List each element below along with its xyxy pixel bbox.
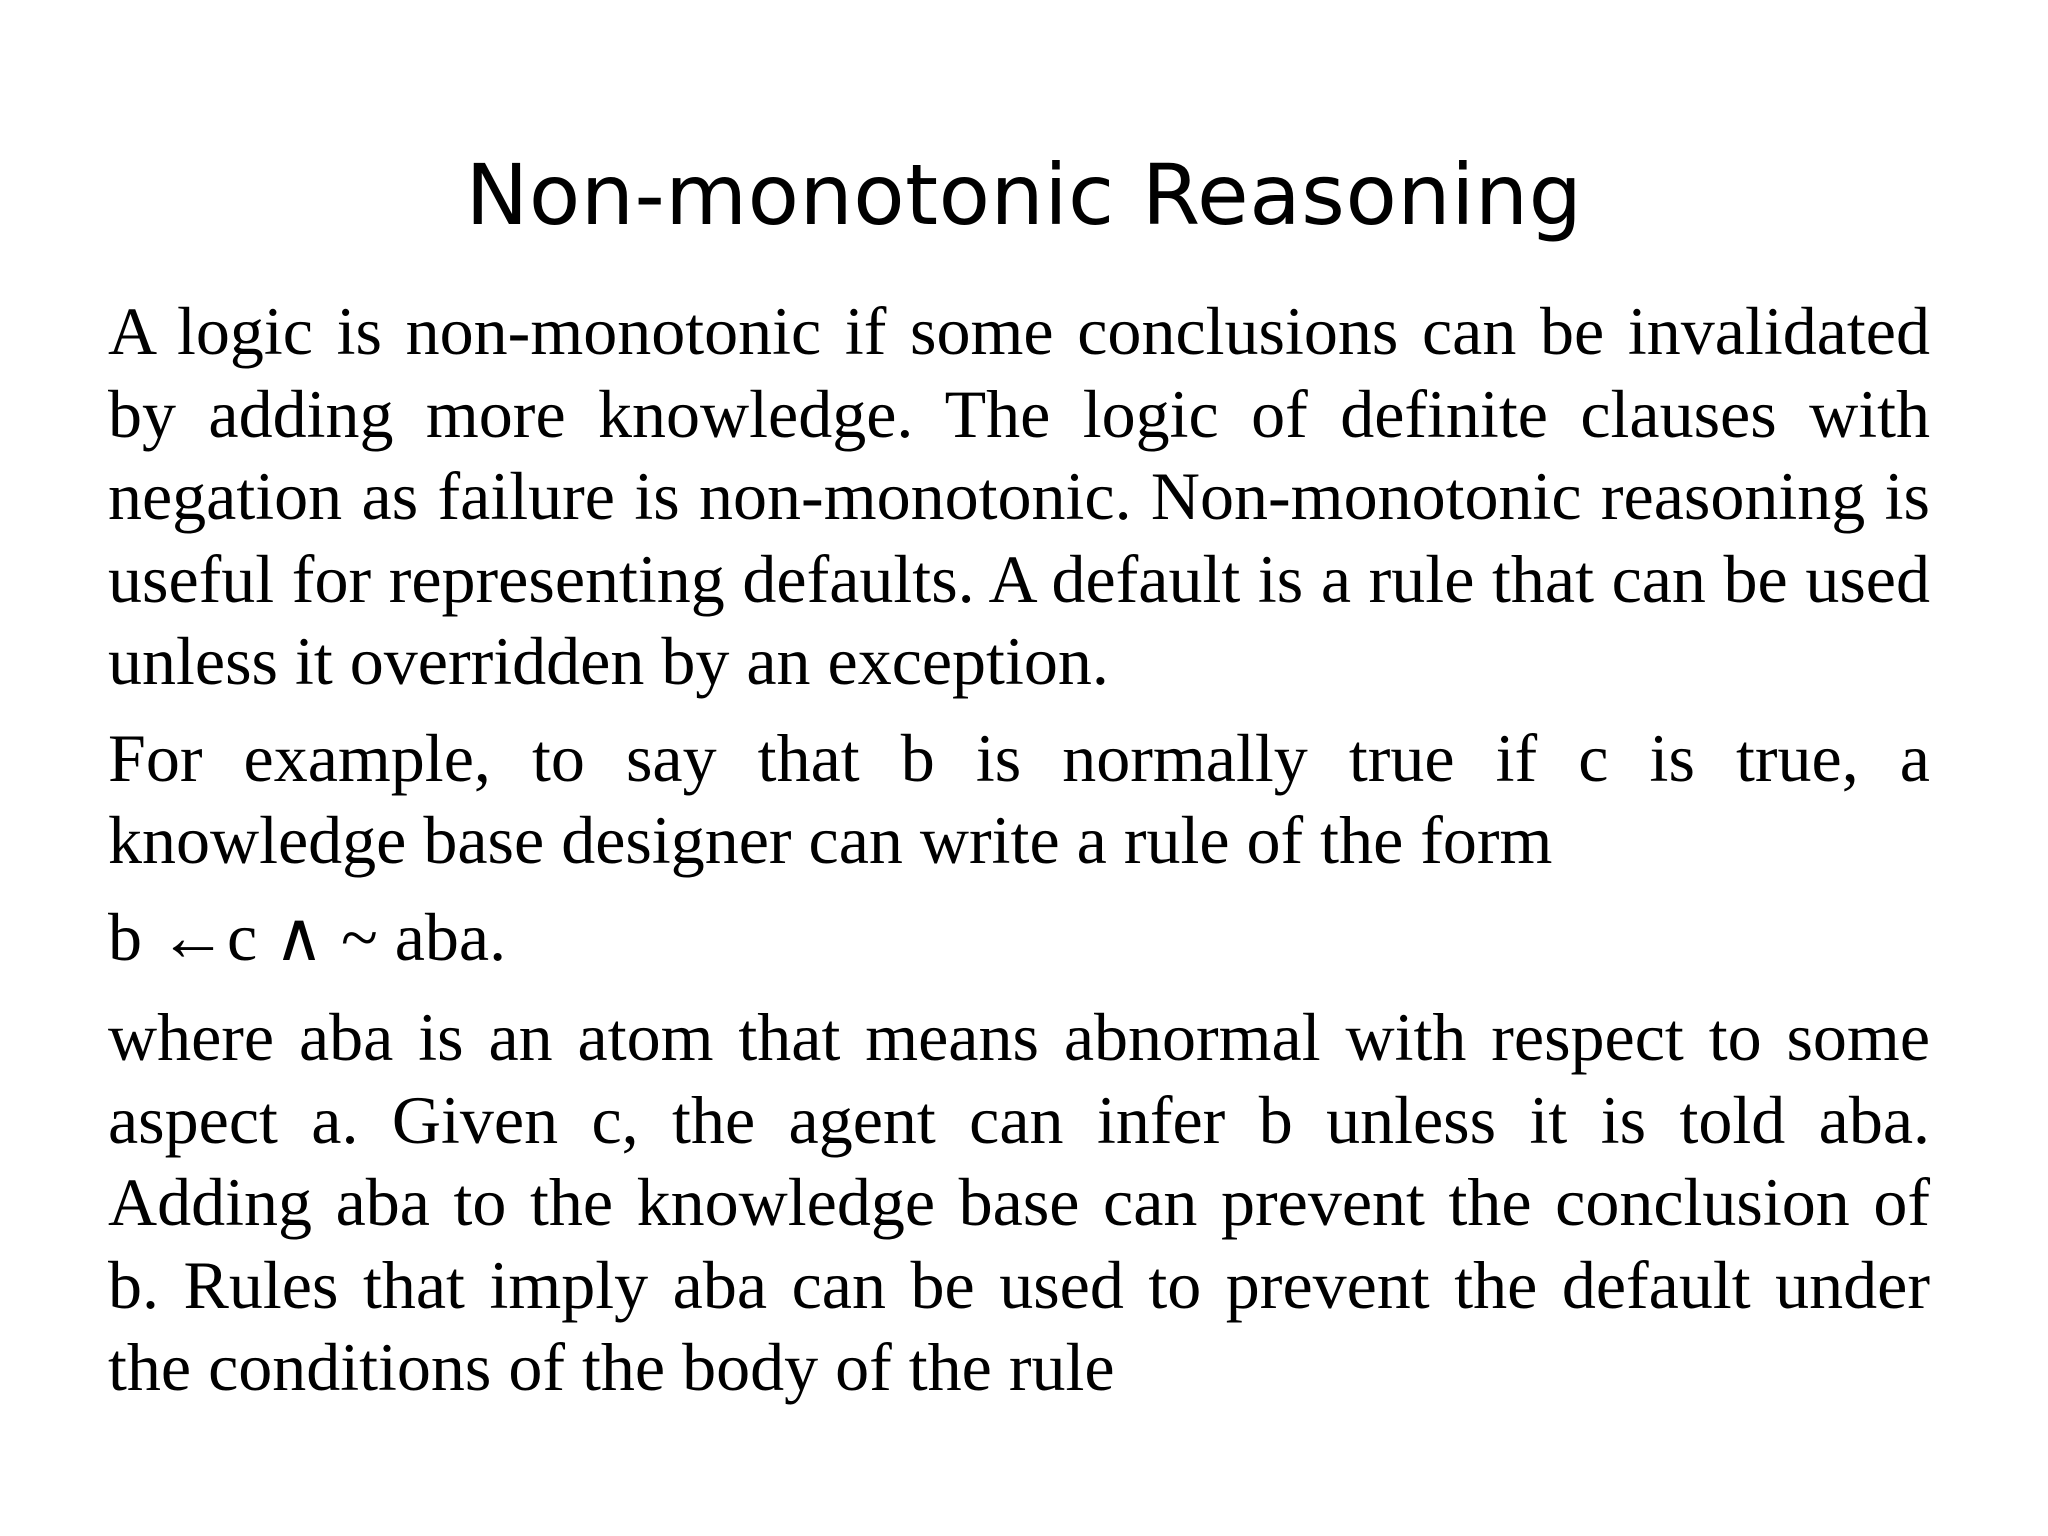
- paragraph-example: For example, to say that b is normally true if c is true, a knowledge base designer can write a rule of the form: [108, 719, 1930, 878]
- paragraph-explanation: where aba is an atom that means abnormal with respect to some aspect a. Given c, the agent can infer b unless it is told aba. Adding aba to the knowledge base can prevent the conclusion of b. Rules that imply aba can be used to prevent the default under the conditions of the body of the rule: [108, 999, 1930, 1405]
- rule-formula: b ←c ∧ ~ aba.: [108, 898, 507, 975]
- slide-title: Non-monotonic Reasoning: [465, 146, 1583, 244]
- paragraph-definition: A logic is non-monotonic if some conclusions can be invalidated by adding more knowledge. The logic of definite clauses with negation as failure is non-monotonic. Non-monotonic reasoning is useful for representing defaults. A default is a rule that can be used unless it overridden by an exception.: [108, 293, 1930, 699]
- slide-body: [108, 290, 1930, 1409]
